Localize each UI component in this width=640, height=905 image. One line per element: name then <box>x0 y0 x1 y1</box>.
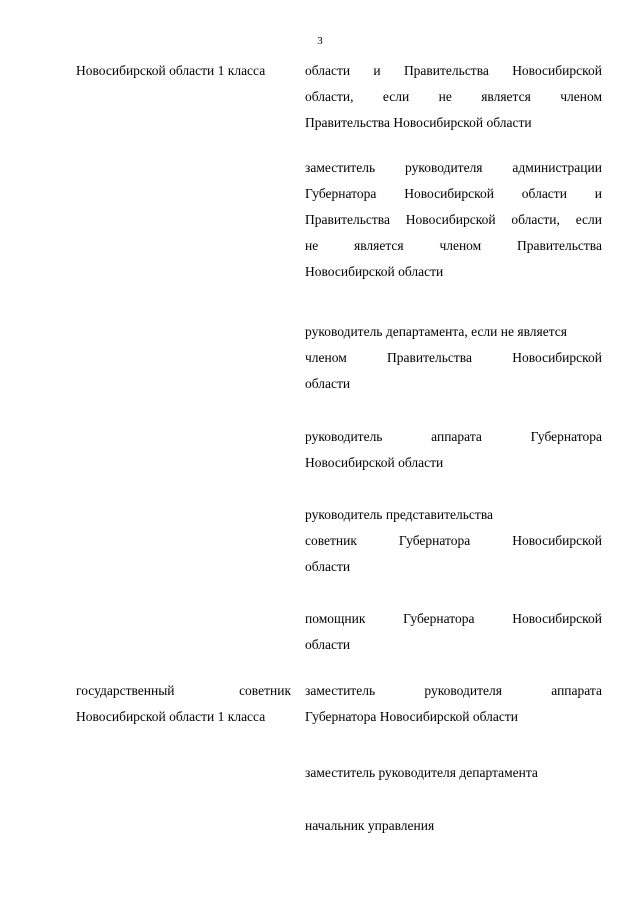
position-line: Губернатора Новосибирской области и <box>305 186 602 201</box>
position-entry <box>305 155 602 285</box>
position-entry <box>305 678 602 730</box>
position-entry <box>305 319 602 397</box>
position-line: Правительства Новосибирской области <box>305 115 532 130</box>
position-line: заместитель руководителя аппарата <box>305 683 602 698</box>
position-line: области и Правительства Новосибирской <box>305 63 602 78</box>
position-line: Новосибирской области <box>305 455 444 470</box>
position-entry <box>305 813 602 839</box>
position-line: Правительства Новосибирской области, если <box>305 212 602 227</box>
position-line: Губернатора Новосибирской области <box>305 709 519 724</box>
position-line: советник Губернатора Новосибирской <box>305 533 602 548</box>
position-line: руководитель департамента, если не является <box>305 324 567 339</box>
position-entry <box>305 760 602 786</box>
position-line: заместитель руководителя департамента <box>305 765 538 780</box>
position-line: области <box>305 559 351 574</box>
position-line: области, если не является членом <box>305 89 602 104</box>
page-number: 3 <box>317 35 323 47</box>
position-line: не является членом Правительства <box>305 238 602 253</box>
rank-label: Новосибирской области 1 класса <box>76 63 266 78</box>
position-line: руководитель представительства <box>305 507 494 522</box>
rank-label-line2: Новосибирской области 1 класса <box>76 709 266 724</box>
position-line: заместитель руководителя администрации <box>305 160 602 175</box>
position-line: руководитель аппарата Губернатора <box>305 429 602 444</box>
rank-row1-left <box>76 58 291 84</box>
rank-label-line1: государственный советник <box>76 683 291 698</box>
position-line: Новосибирской области <box>305 264 444 279</box>
position-entry <box>305 606 602 658</box>
position-line: помощник Губернатора Новосибирской <box>305 611 602 626</box>
position-entry <box>305 58 602 136</box>
position-entry <box>305 502 602 580</box>
position-line: области <box>305 376 351 391</box>
position-entry <box>305 424 602 476</box>
position-line: начальник управления <box>305 818 435 833</box>
position-line: членом Правительства Новосибирской <box>305 350 602 365</box>
position-line: области <box>305 637 351 652</box>
rank-row2-left <box>76 678 291 730</box>
